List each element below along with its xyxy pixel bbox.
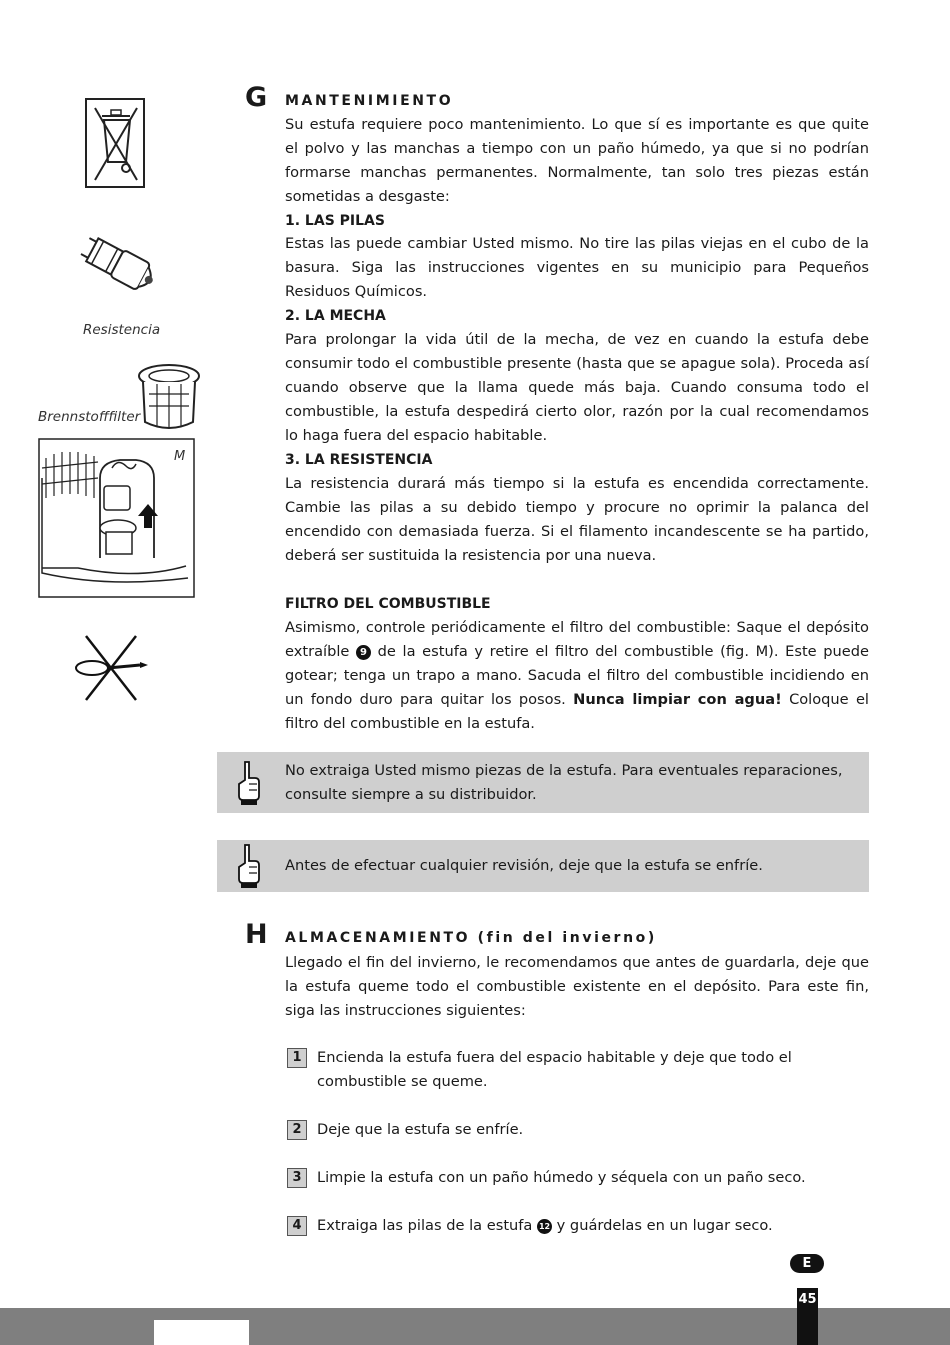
note-box-1 (217, 752, 869, 813)
section-h-letter: H (245, 919, 268, 950)
weee-crossed-bin-icon (85, 98, 145, 188)
part-12-reference: 12 (537, 1219, 552, 1234)
fuel-filter-icon (135, 362, 203, 432)
pilas-text: Estas las puede cambiar Usted mismo. No tire las pilas viejas en el cubo de la basura. Siga las instrucciones vigentes en su municipio para Pequeños Residuos Químicos. (285, 235, 869, 300)
pointing-hand-icon (235, 760, 263, 806)
fig-m-label: M (174, 449, 186, 464)
resistencia-heading: 3. LA RESISTENCIA (285, 452, 433, 468)
filtro-text-part-2: de la estufa y retire el filtro del combustible (fig. M). Este puede gotear; tenga un trapo a mano. Sacuda el filtro del combustible incidiendo en un fondo duro para quitar los posos. (285, 643, 870, 708)
mecha-heading: 2. LA MECHA (285, 308, 386, 324)
section-g-title: MANTENIMIENTO (285, 93, 454, 109)
crossed-screwdriver-icon (72, 632, 152, 704)
filtro-heading: FILTRO DEL COMBUSTIBLE (285, 596, 491, 612)
note-text-1: No extraiga Usted mismo piezas de la estufa. Para eventuales reparaciones, consulte siempre a su distribuidor. (285, 762, 843, 803)
footer-tab (154, 1320, 249, 1345)
step-text: Limpie la estufa con un paño húmedo y séquela con un paño seco. (317, 1169, 806, 1186)
resistencia-text: La resistencia durará más tiempo si la estufa es encendida correctamente. Cambie las pilas a su debido tiempo y procure no oprimir la palanca del encendido con demasiada fuerza. Si el filamento incandescente se ha partido, deberá ser sustituida la resistencia por una nueva. (285, 475, 869, 564)
step-number: 4 (287, 1216, 307, 1236)
note-box-2 (217, 840, 869, 892)
section-g-letter: G (245, 82, 268, 113)
section-h-intro: Llegado el fin del invierno, le recomendamos que antes de guardarla, deje que la estufa queme todo el combustible existente en el depósito. Para este fin, siga las instrucciones siguientes: (285, 954, 869, 1019)
step-number: 1 (287, 1048, 307, 1068)
step-4-text-part-2: y guárdelas en un lugar seco. (556, 1217, 773, 1234)
resistencia-caption: Resistencia (83, 322, 161, 338)
language-badge: E (790, 1254, 824, 1273)
section-g-intro: Su estufa requiere poco mantenimiento. Lo que sí es importante es que quite el polvo y las manchas a tiempo con un paño húmedo, ya que si no podrían formarse manchas permanentes. Normalmente, tan solo tres piezas están sometidas a desgaste: (285, 116, 869, 205)
igniter-resistance-icon (65, 230, 175, 305)
part-9-reference: 9 (356, 645, 371, 660)
filtro-warning: Nunca limpiar con agua! (573, 691, 782, 708)
filtro-text-part-1: Asimismo, controle periódicamente el filtro del combustible: Saque el depósito extraíble (285, 619, 869, 660)
note-text-2: Antes de efectuar cualquier revisión, deje que la estufa se enfríe. (285, 857, 763, 874)
section-h-title: ALMACENAMIENTO (fin del invierno) (285, 930, 657, 946)
step-text: Encienda la estufa fuera del espacio habitable y deje que todo el combustible se queme. (317, 1049, 792, 1090)
heater-fig-m-icon (38, 438, 195, 598)
step-number: 3 (287, 1168, 307, 1188)
pointing-hand-icon (235, 843, 263, 889)
filtro-text (285, 616, 869, 736)
step-text: Deje que la estufa se enfríe. (317, 1121, 524, 1138)
pilas-heading: 1. LAS PILAS (285, 213, 385, 229)
page-number: 45 (797, 1288, 818, 1345)
filter-caption: Brennstofffilter (38, 409, 141, 425)
step-number: 2 (287, 1120, 307, 1140)
mecha-text: Para prolongar la vida útil de la mecha, de vez en cuando la estufa debe consumir todo el combustible presente (hasta que se apague sola). Proceda así cuando observe que la llama quede más baja. Cuando consuma todo el combustible, la estufa despedirá cierto olor, razón por la cual recomendamos lo haga fuera del espacio habitable. (285, 331, 869, 444)
filtro-text-part-3: Coloque el filtro del combustible en la estufa. (285, 691, 869, 732)
step-text (317, 1214, 869, 1238)
step-4-text-part-1: Extraiga las pilas de la estufa (317, 1217, 533, 1234)
